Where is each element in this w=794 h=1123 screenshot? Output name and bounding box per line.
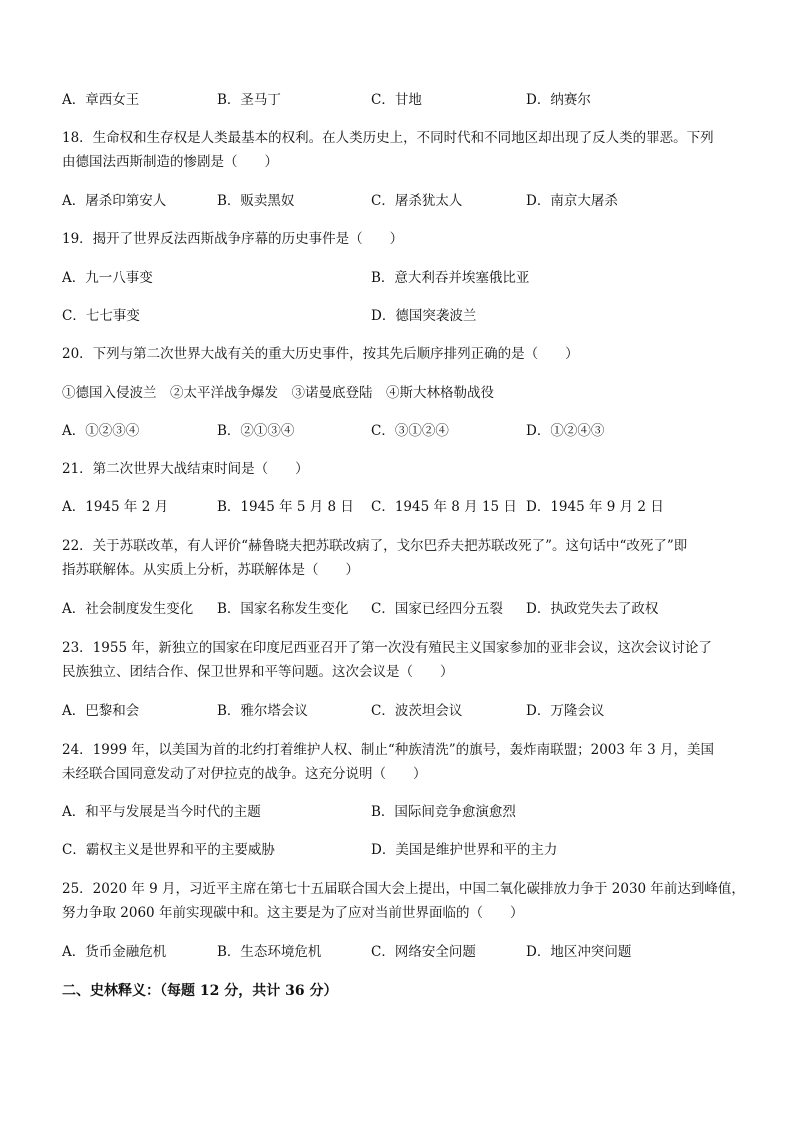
q18-option-c[interactable]: C．屠杀犹太人 [371, 193, 463, 209]
q19-option-c[interactable]: C．七七事变 [62, 308, 140, 324]
q21-option-a[interactable]: A．1945 年 2 月 [62, 499, 169, 515]
q25-option-b[interactable]: B．生态环境危机 [217, 944, 322, 960]
q22-stem-line-2: 指苏联解体。从实质上分析，苏联解体是（ ） [62, 562, 359, 578]
q19-options-row-2 [62, 306, 742, 326]
q18-stem-line-2: 由德国法西斯制造的惨剧是（ ） [62, 154, 278, 170]
q25-options [62, 942, 742, 962]
q23-option-b[interactable]: B．雅尔塔会议 [217, 703, 308, 719]
q19-option-a[interactable]: A．九一八事变 [62, 270, 153, 286]
q19-options-row-1 [62, 268, 742, 288]
q24-options-row-2 [62, 840, 742, 860]
q24-stem-line-2: 未经联合国同意发动了对伊拉克的战争。这充分说明（ ） [62, 766, 427, 782]
q22-options [62, 599, 742, 619]
q18-option-d[interactable]: D．南京大屠杀 [526, 193, 618, 209]
q20-options [62, 421, 742, 441]
q21-option-c[interactable]: C．1945 年 8 月 15 日 [371, 499, 517, 515]
q21-options [62, 497, 742, 517]
q23-option-c[interactable]: C．波茨坦会议 [371, 703, 463, 719]
q18-option-a[interactable]: A．屠杀印第安人 [62, 193, 167, 209]
q25-option-c[interactable]: C．网络安全问题 [371, 944, 476, 960]
q24-options-row-1 [62, 802, 742, 822]
q24-option-d[interactable]: D．美国是维护世界和平的主力 [371, 842, 558, 858]
section-2-title: 二、史林释义：（每题 12 分，共计 36 分） [62, 983, 338, 999]
q17-option-a[interactable]: A．章西女王 [62, 92, 140, 108]
q20-event-items: ①德国入侵波兰 ②太平洋战争爆发 ③诺曼底登陆 ④斯大林格勒战役 [62, 385, 494, 401]
q25-option-a[interactable]: A．货币金融危机 [62, 944, 167, 960]
q20-option-d[interactable]: D．①②④③ [526, 423, 605, 439]
q19-option-d[interactable]: D．德国突袭波兰 [371, 308, 477, 324]
q23-stem-line-1: 23．1955 年，新独立的国家在印度尼西亚召开了第一次没有殖民主义国家参加的亚非会议，这次会议讨论了 [62, 640, 712, 656]
q17-option-c[interactable]: C．甘地 [371, 92, 422, 108]
q20-stem-line-1: 20．下列与第二次世界大战有关的重大历史事件，按其先后顺序排列正确的是（ ） [62, 346, 579, 362]
q18-options [62, 191, 742, 211]
q24-option-b[interactable]: B．国际间竞争愈演愈烈 [371, 804, 516, 820]
q23-option-d[interactable]: D．万隆会议 [526, 703, 605, 719]
q17-options [62, 90, 742, 110]
q21-option-b[interactable]: B．1945 年 5 月 8 日 [217, 499, 354, 515]
q19-stem-line-1: 19．揭开了世界反法西斯战争序幕的历史事件是（ ） [62, 231, 404, 247]
q18-option-b[interactable]: B．贩卖黑奴 [217, 193, 295, 209]
q25-stem-line-2: 努力争取 2060 年前实现碳中和。这主要是为了应对当前世界面临的（ ） [62, 905, 524, 921]
q22-option-c[interactable]: C．国家已经四分五裂 [371, 601, 503, 617]
q21-stem-line-1: 21．第二次世界大战结束时间是（ ） [62, 461, 309, 477]
q17-option-d[interactable]: D．纳赛尔 [526, 92, 591, 108]
q25-stem-line-1: 25．2020 年 9 月，习近平主席在第七十五届联合国大会上提出，中国二氧化碳排放力争于 2030 年前达到峰值， [62, 881, 745, 897]
q20-option-b[interactable]: B．②①③④ [217, 423, 295, 439]
q23-stem-line-2: 民族独立、团结合作、保卫世界和平等问题。这次会议是（ ） [62, 664, 454, 680]
q19-option-b[interactable]: B．意大利吞并埃塞俄比亚 [371, 270, 530, 286]
q18-stem-line-1: 18．生命权和生存权是人类最基本的权利。在人类历史上，不同时代和不同地区却出现了反人类的罪恶。下列 [62, 130, 714, 146]
q17-option-b[interactable]: B．圣马丁 [217, 92, 281, 108]
q20-option-c[interactable]: C．③①②④ [371, 423, 449, 439]
q23-options [62, 701, 742, 721]
q22-option-d[interactable]: D．执政党失去了政权 [526, 601, 659, 617]
q22-stem-line-1: 22．关于苏联改革，有人评价“赫鲁晓夫把苏联改病了，戈尔巴乔夫把苏联改死了”。这句话中“改死了”即 [62, 538, 688, 554]
q23-option-a[interactable]: A．巴黎和会 [62, 703, 140, 719]
q21-option-d[interactable]: D．1945 年 9 月 2 日 [526, 499, 664, 515]
q22-option-a[interactable]: A．社会制度发生变化 [62, 601, 194, 617]
q24-stem-line-1: 24．1999 年，以美国为首的北约打着维护人权、制止“种族清洗”的旗号，轰炸南联盟；2003 年 3 月，美国 [62, 742, 714, 758]
q20-option-a[interactable]: A．①②③④ [62, 423, 140, 439]
q24-option-a[interactable]: A．和平与发展是当今时代的主题 [62, 804, 261, 820]
q22-option-b[interactable]: B．国家名称发生变化 [217, 601, 349, 617]
q25-option-d[interactable]: D．地区冲突问题 [526, 944, 632, 960]
q24-option-c[interactable]: C．霸权主义是世界和平的主要威胁 [62, 842, 275, 858]
